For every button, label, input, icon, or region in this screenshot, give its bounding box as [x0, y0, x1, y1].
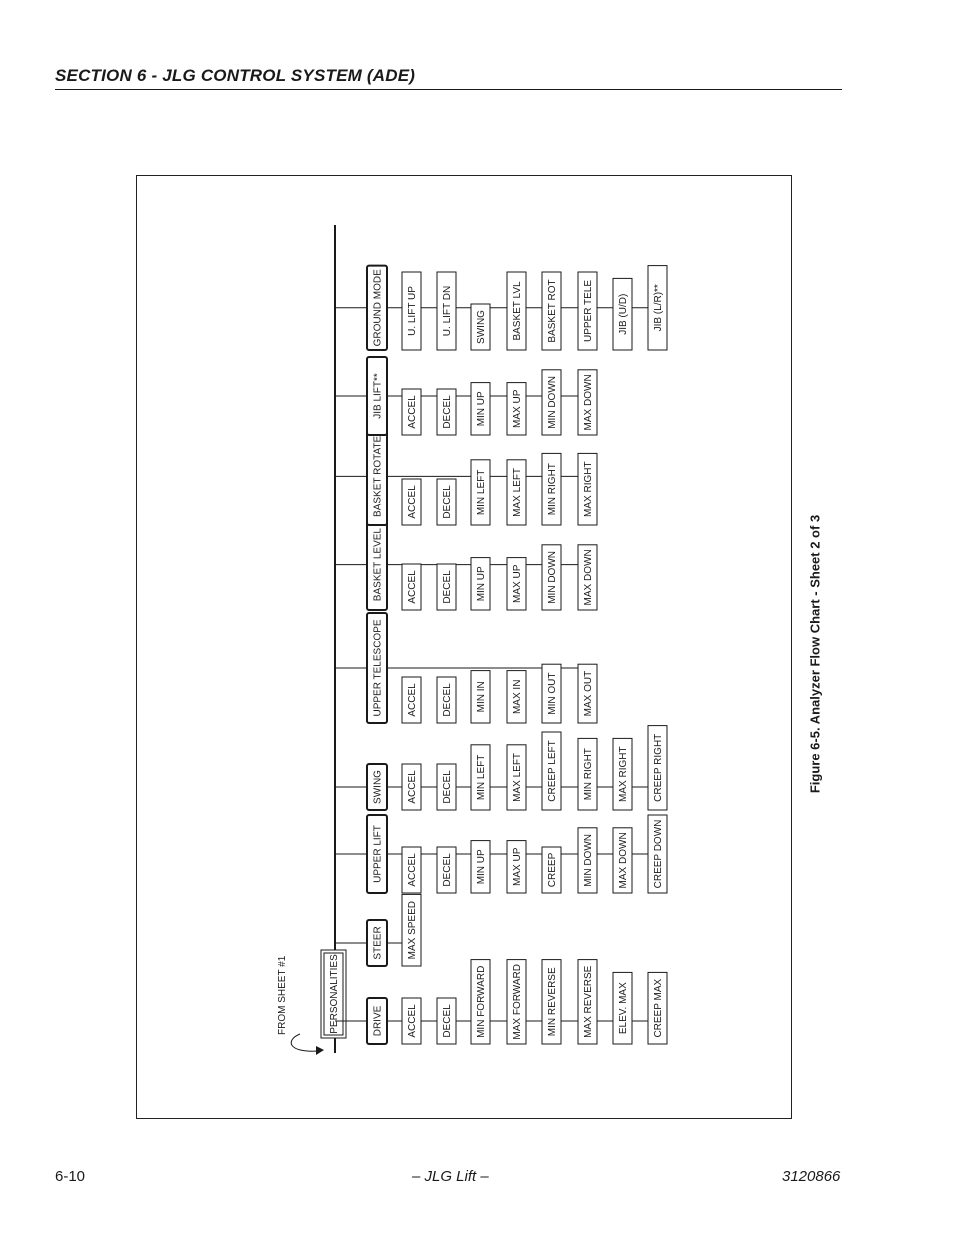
- item-label-upper-telescope-5: MAX OUT: [583, 670, 594, 717]
- from-sheet-arrow: [291, 1034, 318, 1051]
- item-label-swing-4: CREEP LEFT: [547, 740, 558, 802]
- item-label-ground-mode-2: SWING: [476, 310, 487, 344]
- item-label-upper-telescope-2: MIN IN: [476, 681, 487, 713]
- head-label-basket-level: BASKET LEVEL: [372, 527, 384, 602]
- item-label-swing-3: MAX LEFT: [512, 752, 523, 802]
- item-label-basket-level-4: MIN DOWN: [547, 551, 558, 604]
- from-sheet-label: FROM SHEET #1: [277, 955, 288, 1035]
- item-label-upper-telescope-1: DECEL: [442, 683, 453, 717]
- item-label-ground-mode-6: JIB (U/D): [618, 293, 629, 335]
- publisher-label: – JLG Lift –: [412, 1168, 489, 1185]
- item-label-upper-telescope-0: ACCEL: [407, 683, 418, 717]
- item-label-upper-lift-0: ACCEL: [407, 853, 418, 887]
- head-label-drive: DRIVE: [372, 1005, 384, 1037]
- item-label-upper-lift-3: MAX UP: [512, 847, 523, 886]
- item-label-drive-1: DECEL: [442, 1004, 453, 1038]
- figure-caption: Figure 6-5. Analyzer Flow Chart - Sheet 2 of 3: [807, 514, 823, 794]
- item-label-jib-lift-0: ACCEL: [407, 395, 418, 429]
- item-label-basket-rotate-2: MIN LEFT: [476, 469, 487, 516]
- item-label-swing-7: CREEP RIGHT: [653, 733, 664, 802]
- item-label-drive-3: MAX FORWARD: [512, 964, 523, 1040]
- item-label-ground-mode-4: BASKET ROT: [547, 279, 558, 343]
- item-label-jib-lift-2: MIN UP: [476, 391, 487, 427]
- head-label-upper-lift: UPPER LIFT: [372, 825, 384, 883]
- from-sheet-arrowhead: [316, 1046, 324, 1055]
- item-label-upper-lift-1: DECEL: [442, 853, 453, 887]
- item-label-upper-lift-5: MIN DOWN: [583, 834, 594, 887]
- item-label-upper-lift-2: MIN UP: [476, 849, 487, 885]
- section-title: SECTION 6 - JLG CONTROL SYSTEM (ADE): [55, 66, 416, 85]
- page-number: 6-10: [55, 1168, 86, 1185]
- item-label-jib-lift-1: DECEL: [442, 395, 453, 429]
- head-label-basket-rotate: BASKET ROTATE: [372, 435, 384, 517]
- item-label-drive-0: ACCEL: [407, 1004, 418, 1038]
- item-label-upper-telescope-4: MIN OUT: [547, 672, 558, 715]
- item-label-upper-telescope-3: MAX IN: [512, 679, 523, 715]
- item-label-swing-0: ACCEL: [407, 770, 418, 804]
- head-label-upper-telescope: UPPER TELESCOPE: [372, 619, 384, 717]
- item-label-steer-0: MAX SPEED: [407, 901, 418, 960]
- item-label-basket-level-2: MIN UP: [476, 566, 487, 602]
- item-label-upper-lift-7: CREEP DOWN: [653, 819, 664, 889]
- personalities-label: PERSONALITIES: [329, 954, 340, 1034]
- item-label-basket-level-5: MAX DOWN: [583, 549, 594, 606]
- item-label-basket-level-0: ACCEL: [407, 570, 418, 604]
- item-label-drive-2: MIN FORWARD: [476, 965, 487, 1038]
- item-label-drive-7: CREEP MAX: [653, 978, 664, 1038]
- item-label-basket-rotate-4: MIN RIGHT: [547, 463, 558, 516]
- item-label-basket-rotate-5: MAX RIGHT: [583, 461, 594, 517]
- item-label-swing-5: MIN RIGHT: [583, 748, 594, 801]
- item-label-ground-mode-7: JIB (L/R)**: [653, 284, 664, 332]
- item-label-basket-rotate-0: ACCEL: [407, 485, 418, 519]
- head-label-ground-mode: GROUND MODE: [372, 269, 384, 347]
- item-label-upper-lift-6: MAX DOWN: [618, 832, 629, 889]
- document-number: 3120866: [782, 1168, 841, 1185]
- item-label-upper-lift-4: CREEP: [547, 852, 558, 888]
- item-label-drive-4: MIN REVERSE: [547, 967, 558, 1037]
- item-label-ground-mode-1: U. LIFT DN: [442, 285, 453, 337]
- item-label-ground-mode-0: U. LIFT UP: [407, 286, 418, 336]
- item-label-jib-lift-5: MAX DOWN: [583, 374, 594, 431]
- head-label-swing: SWING: [372, 770, 384, 804]
- item-label-basket-rotate-3: MAX LEFT: [512, 467, 523, 517]
- item-label-jib-lift-4: MIN DOWN: [547, 376, 558, 429]
- item-label-swing-2: MIN LEFT: [476, 754, 487, 801]
- item-label-swing-6: MAX RIGHT: [618, 746, 629, 802]
- head-label-jib-lift: JIB LIFT**: [372, 373, 384, 419]
- item-label-drive-6: ELEV. MAX: [618, 982, 629, 1035]
- item-label-ground-mode-3: BASKET LVL: [512, 281, 523, 341]
- item-label-drive-5: MAX REVERSE: [583, 965, 594, 1038]
- item-label-basket-rotate-1: DECEL: [442, 485, 453, 519]
- item-label-basket-level-3: MAX UP: [512, 564, 523, 603]
- item-label-jib-lift-3: MAX UP: [512, 389, 523, 428]
- item-label-basket-level-1: DECEL: [442, 570, 453, 604]
- item-label-ground-mode-5: UPPER TELE: [583, 279, 594, 343]
- item-label-swing-1: DECEL: [442, 770, 453, 804]
- head-label-steer: STEER: [372, 926, 384, 960]
